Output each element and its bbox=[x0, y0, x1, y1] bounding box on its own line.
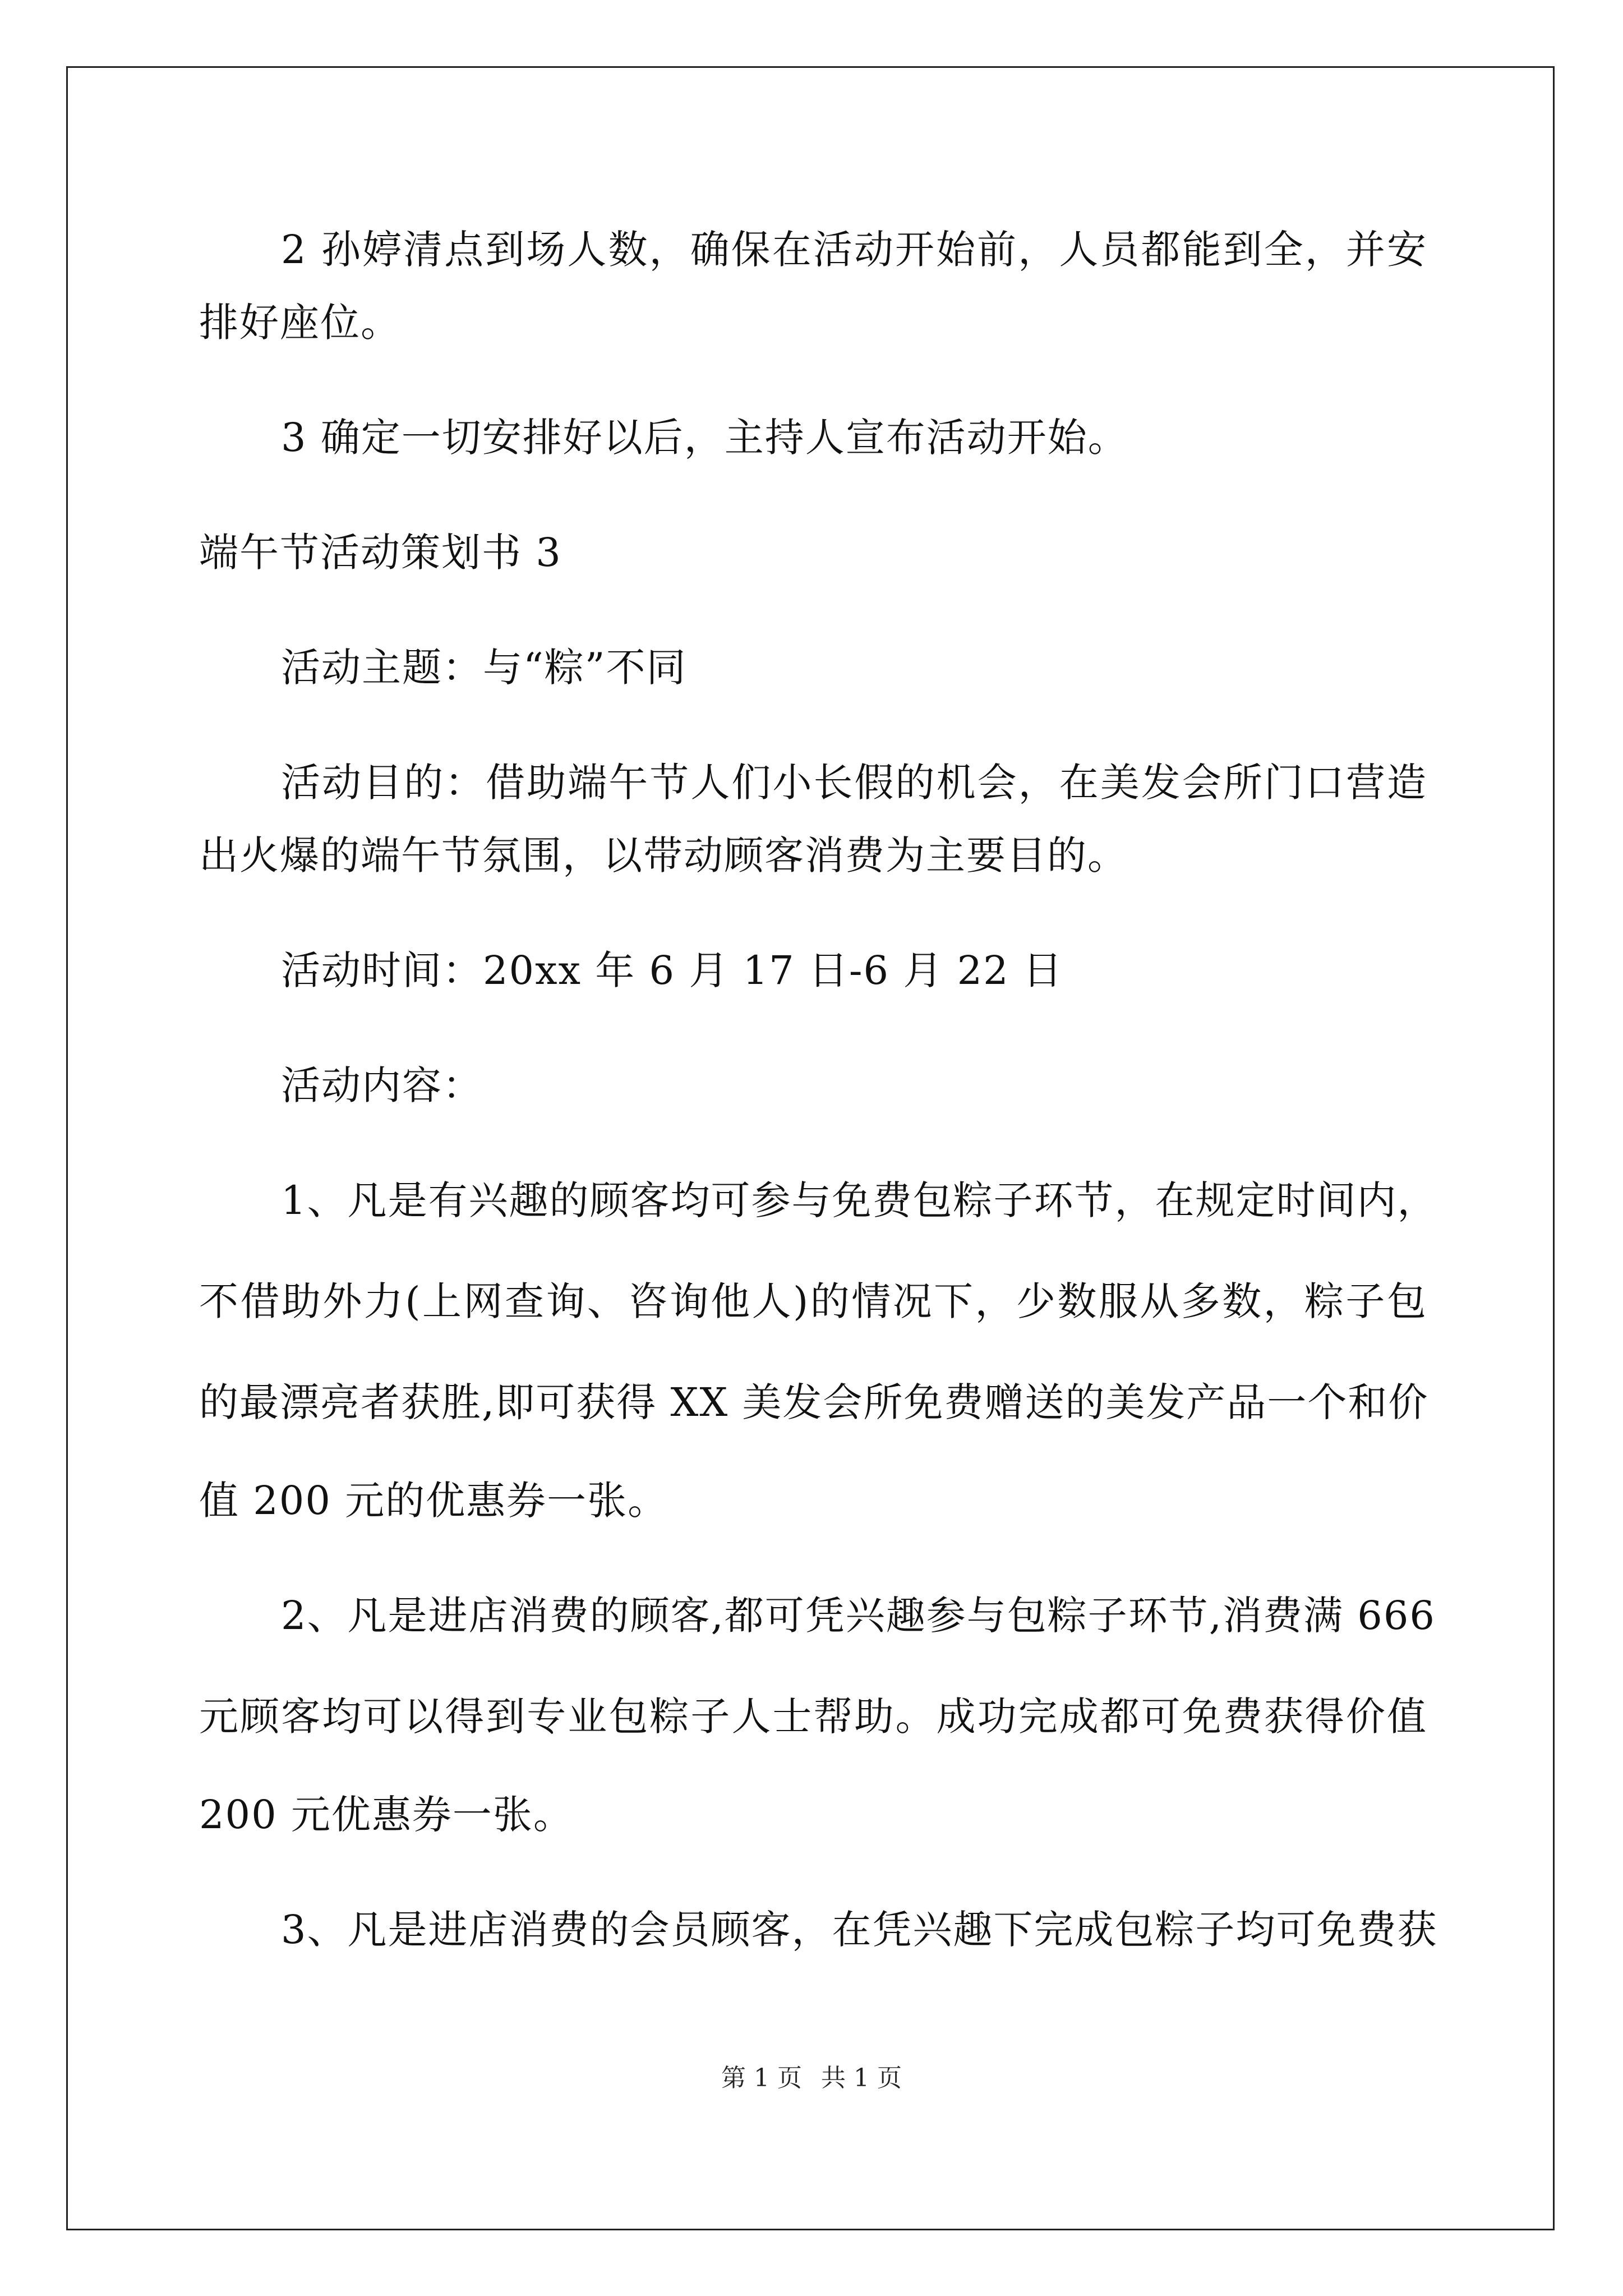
paragraph-line: 的最漂亮者获胜,即可获得 XX 美发会所免费赠送的美发产品一个和价 bbox=[199, 1379, 1429, 1425]
paragraph-line: 200 元优惠券一张。 bbox=[199, 1792, 574, 1838]
paragraph-line: 2、凡是进店消费的顾客,都可凭兴趣参与包粽子环节,消费满 666 bbox=[281, 1593, 1436, 1639]
paragraph-line: 1、凡是有兴趣的顾客均可参与免费包粽子环节，在规定时间内， bbox=[281, 1177, 1438, 1223]
paragraph-line: 元顾客均可以得到专业包粽子人士帮助。成功完成都可免费获得价值 bbox=[199, 1694, 1427, 1740]
paragraph-line: 活动目的：借助端午节人们小长假的机会，在美发会所门口营造 bbox=[281, 760, 1427, 806]
page-number: 第 1 页 bbox=[721, 2064, 802, 2092]
page-total: 共 1 页 bbox=[821, 2064, 902, 2092]
paragraph-line: 活动主题：与“粽”不同 bbox=[281, 645, 687, 691]
paragraph-line: 2 孙婷清点到场人数，确保在活动开始前，人员都能到全，并安 bbox=[281, 227, 1427, 273]
paragraph-line: 3、凡是进店消费的会员顾客，在凭兴趣下完成包粽子均可免费获 bbox=[281, 1907, 1438, 1953]
section-heading: 端午节活动策划书 3 bbox=[199, 530, 562, 576]
paragraph-line: 排好座位。 bbox=[199, 300, 401, 346]
paragraph-line: 不借助外力(上网查询、咨询他人)的情况下，少数服从多数，粽子包 bbox=[199, 1278, 1427, 1324]
paragraph-line: 3 确定一切安排好以后，主持人宣布活动开始。 bbox=[281, 415, 1128, 461]
paragraph-line: 活动时间：20xx 年 6 月 17 日-6 月 22 日 bbox=[281, 947, 1063, 993]
page-footer bbox=[0, 2062, 1623, 2095]
paragraph-line: 活动内容： bbox=[281, 1062, 483, 1108]
paragraph-line: 出火爆的端午节氛围，以带动顾客消费为主要目的。 bbox=[199, 832, 1128, 878]
paragraph-line: 值 200 元的优惠券一张。 bbox=[199, 1478, 668, 1524]
